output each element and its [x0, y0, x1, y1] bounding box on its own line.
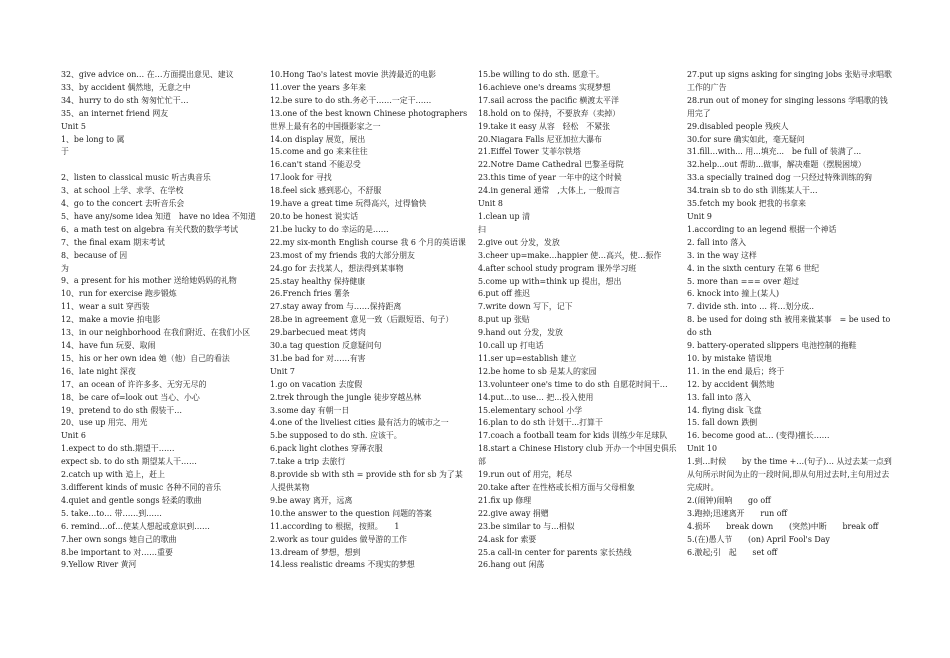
vocab-line: 3.cheer up=make…happier 使…高兴，使…振作 [478, 250, 662, 260]
vocab-line: 8.be important to 对……重要 [61, 547, 173, 557]
vocab-line: Unit 10 [687, 444, 717, 454]
column-1 [61, 69, 261, 572]
vocab-line: 12.be home to sb 是某人的家园 [478, 366, 597, 376]
vocab-line: 3.some day 有朝一日 [270, 405, 350, 415]
vocab-line: 7、the final exam 期末考试 [61, 237, 165, 247]
vocab-line: 3. in the way 这样 [687, 250, 757, 260]
vocab-line: 14. flying disk 飞盘 [687, 405, 762, 415]
vocab-line: 于 [61, 147, 69, 157]
vocab-line: 25.a call-in center for parents 家长热线 [478, 547, 632, 557]
vocab-line: expect sb. to do sth 期望某人干…… [61, 457, 197, 467]
vocab-line: 11.ser up=establish 建立 [478, 353, 577, 363]
vocab-line: 19.run out of 用完，耗尽 [478, 470, 573, 480]
vocab-line: 12.be sure to do sth.务必干……一定干…… [270, 95, 432, 105]
vocab-line: 9.hand out 分发，发放 [478, 328, 563, 338]
vocab-line: 3、at school 上学、求学、在学校 [61, 186, 184, 196]
vocab-line: 4.after school study program 课外学习班 [478, 263, 637, 273]
vocab-line: 6.激起;引 起 set off [687, 547, 778, 557]
vocab-line: 17.look for 寻找 [270, 173, 332, 183]
vocab-line: Unit 5 [61, 121, 86, 131]
vocab-line: 11、wear a suit 穿西装 [61, 302, 150, 312]
vocab-line: 8、because of 因 [61, 250, 128, 260]
vocab-line: 13、in our neighborhood 在我们附近、在我们小区 [61, 328, 251, 338]
vocab-line: 9.be away 离开，远离 [270, 495, 353, 505]
vocab-line: 25.stay healthy 保持健康 [270, 276, 366, 286]
vocab-line: 16、late night 深夜 [61, 366, 136, 376]
vocab-line: 11.over the years 多年来 [270, 82, 366, 92]
vocab-line: 32.help...out 帮助...做事，解决难题（摆脱困境） [687, 160, 866, 170]
vocab-line: 8.put up 张贴 [478, 315, 530, 325]
vocab-line: 28.run out of money for singing lessons 学唱歌的钱用完了 [687, 95, 888, 118]
vocab-line: 2.(闹钟)闹响 go off [687, 495, 771, 505]
vocab-line: 1.go on vacation 去度假 [270, 379, 363, 389]
vocab-line: 15.come and go 来来往往 [270, 147, 368, 157]
vocab-line: 15. fall down 跌倒 [687, 418, 758, 428]
vocab-line: 为 [61, 263, 69, 273]
vocab-line: 18.hold on to 保持，不要放弃（卖掉） [478, 108, 621, 118]
vocab-line: 20.to be honest 说实话 [270, 211, 359, 221]
vocab-line: 20.Niagara Falls 尼亚加拉大瀑布 [478, 134, 602, 144]
vocab-line: 30.a tag question 反意疑问句 [270, 341, 382, 351]
vocab-line: 6.put off 推迟 [478, 289, 530, 299]
vocab-line: 21.be lucky to do 幸运的是…… [270, 224, 389, 234]
vocab-line: 16.achieve one's dreams 实现梦想 [478, 82, 611, 92]
vocab-line: 12、make a movie 拍电影 [61, 315, 161, 325]
vocab-line: 26.French fries 薯条 [270, 289, 350, 299]
vocab-line: 31.fill…with... 用...填充... be full of 装满了... [687, 147, 862, 157]
vocab-line: 6. knock into 撞上(某人) [687, 289, 780, 299]
vocab-line: 18.start a Chinese History club 开办一个中国史俱乐部 [478, 444, 677, 467]
vocab-line: 2.trek through the jungle 徒步穿越丛林 [270, 392, 422, 402]
column-2 [270, 69, 470, 572]
vocab-line: 14.less realistic dreams 不现实的梦想 [270, 560, 415, 570]
vocab-line: 10.call up 打电话 [478, 341, 544, 351]
vocab-line: 17.sail across the pacific 横渡太平洋 [478, 95, 619, 105]
vocab-line: 7.her own songs 她自己的歌曲 [61, 534, 177, 544]
vocab-line: 15.be willing to do sth. 愿意干。 [478, 70, 604, 79]
vocab-line: 15、his or her own idea 她（他）自己的看法 [61, 353, 230, 363]
vocab-line: 6. remind…of…使某人想起或意识到…… [61, 521, 210, 531]
vocab-line: 5. take…to… 带……到…… [61, 508, 162, 518]
vocab-line: 17、an ocean of 许许多多、无穷无尽的 [61, 379, 207, 389]
vocab-line: 33、by accident 偶然地，无意之中 [61, 82, 191, 92]
vocab-line: 1.according to an legend 根据一个神话 [687, 224, 837, 234]
vocab-line: 19、pretend to do sth 假装干… [61, 405, 183, 415]
vocab-line: 14.put…to use… 把...投入使用 [478, 392, 594, 402]
vocab-line: 10. by mistake 错误地 [687, 353, 772, 363]
vocab-line: 18、be care of=look out 当心、小心 [61, 392, 200, 402]
vocab-line: 9. battery-operated slippers 电池控制的拖鞋 [687, 341, 857, 351]
vocab-line: 13.one of the best known Chinese photographers 世界上最有名的中国摄影家之一 [270, 108, 468, 131]
vocab-line: 5.(在)愚人节 (on) April Fool's Day [687, 534, 830, 544]
vocab-line: 24.in general 通常 ,大体上, 一般而言 [478, 186, 621, 196]
vocab-line: 19.have a great time 玩得高兴，过得愉快 [270, 199, 427, 209]
vocab-line: 2.work as tour guides 做导游的工作 [270, 534, 407, 544]
vocab-line: 8.provide sb with sth = provide sth for sb 为了某人提供某物 [270, 470, 463, 492]
vocab-line: 29.disabled people 残疾人 [687, 121, 789, 131]
vocab-line: 20.take after 在性格或长相方面与父母相象 [478, 483, 635, 492]
vocab-line: 8. be used for doing sth 被用来做某事 = be used to do sth [687, 315, 891, 338]
vocab-line: 21.Eiffel Tower 艾菲尔铁塔 [478, 147, 581, 157]
vocab-line: 29.barbecued meat 烤肉 [270, 328, 366, 338]
vocab-line: 4.one of the liveliest cities 最有活力的城市之一 [270, 418, 449, 428]
vocab-line: 33.a specially trained dog 一只经过特殊训练的狗 [687, 173, 872, 183]
vocab-line: 4、go to the concert 去听音乐会 [61, 199, 185, 209]
vocab-line: 14.on display 展览，展出 [270, 134, 366, 144]
vocab-line: 9.Yellow River 黄河 [61, 560, 137, 570]
vocab-line: 3.different kinds of music 各种不同的音乐 [61, 482, 222, 492]
vocab-line: 4.损坏 break down (突然)中断 break off [687, 521, 879, 531]
vocab-line: 19.take it easy 从容 轻松 不紧张 [478, 121, 610, 131]
vocab-line: 27.stay away from 与……保持距离 [270, 302, 402, 312]
vocab-line: 17.coach a football team for kids 训练少年足球队 [478, 431, 668, 441]
vocab-line: 4.quiet and gentle songs 轻柔的歌曲 [61, 495, 202, 505]
vocab-line: 1、be long to 属 [61, 134, 125, 144]
vocab-line: Unit 6 [61, 431, 86, 441]
vocab-line: 22.my six-month English course 我 6 个月的英语课 [270, 237, 466, 247]
vocab-line: 26.hang out 闲荡 [478, 560, 545, 570]
vocab-line: Unit 9 [687, 211, 712, 221]
vocab-line: 23.this time of year 一年中的这个时候 [478, 173, 622, 183]
vocab-line: 2.give out 分发，发放 [478, 237, 560, 247]
vocab-line: 28.be in agreement 意见一致（后跟短语、句子） [270, 315, 454, 325]
vocab-line: 7. divide sth. into … 将…划分成.. [687, 302, 815, 312]
vocab-line: Unit 7 [270, 366, 295, 376]
vocab-line: 23.be similar to 与...相似 [478, 521, 575, 531]
vocab-line: 5.come up with=think up 提出，想出 [478, 276, 622, 286]
column-3 [478, 69, 680, 572]
vocab-line: 9、a present for his mother 送给她妈妈的礼物 [61, 276, 237, 286]
vocab-line: 4. in the sixth century 在第 6 世纪 [687, 263, 820, 273]
vocab-line: 11. in the end 最后；终于 [687, 366, 785, 376]
vocab-line: 6、a math test on algebra 有关代数的数学考试 [61, 224, 238, 234]
vocab-line: 14、have fun 玩耍、取闹 [61, 341, 156, 351]
vocab-line: 27.put up signs asking for singing jobs 张贴寻求唱歌工作的广告 [687, 70, 892, 92]
vocab-line: 1.expect to do sth.期望干…… [61, 444, 175, 454]
vocab-line: 10.Hong Tao's latest movie 洪涛最近的电影 [270, 70, 437, 79]
vocab-line: 30.for sure 确实如此，毫无疑问 [687, 134, 805, 144]
vocab-line: 11.according to 根据，按照。 1 [270, 521, 400, 531]
column-4 [687, 69, 892, 559]
vocab-line: 13. fall into 落入 [687, 392, 752, 402]
vocab-line: 16.can't stand 不能忍受 [270, 160, 361, 170]
vocab-line: 5、have any/some idea 知道 have no idea 不知道 [61, 211, 256, 221]
vocab-line: 1.clean up 清 [478, 211, 530, 221]
vocab-line: 21.fix up 修理 [478, 495, 532, 505]
vocab-line: 24.go for 去找某人，想法得到某事物 [270, 263, 404, 273]
vocab-line: 15.elementary school 小学 [478, 405, 583, 415]
vocab-line: 2、listen to classical music 听古典音乐 [61, 173, 211, 183]
vocab-line: 7.write down 写下，记下 [478, 302, 573, 312]
vocab-line: 5.be supposed to do sth. 应该干。 [270, 431, 402, 441]
vocab-line: 32、give advice on… 在…方面提出意见、建议 [61, 70, 234, 79]
vocab-line: 13.dream of 梦想，想到 [270, 547, 361, 557]
vocab-line: 扫 [478, 224, 486, 234]
vocab-line: 34、hurry to do sth 匆匆忙忙干… [61, 95, 189, 105]
vocab-line: 6.pack light clothes 穿薄衣服 [270, 444, 383, 454]
vocab-line [61, 159, 261, 172]
vocab-line: 2.catch up with 追上，赶上 [61, 470, 165, 480]
vocab-line: 18.feel sick 感到恶心，不舒服 [270, 186, 382, 196]
vocab-line: Unit 8 [478, 199, 503, 209]
vocab-line: 2. fall into 落入 [687, 237, 747, 247]
vocab-line: 20、use up 用完、用光 [61, 418, 148, 428]
vocab-line: 7.take a trip 去旅行 [270, 457, 346, 467]
vocab-line: 24.ask for 索要 [478, 534, 537, 544]
vocab-line: 16.plan to do sth 计划干...打算干 [478, 418, 603, 428]
vocab-line: 12. by accident 偶然地 [687, 379, 775, 389]
vocab-line: 10.the answer to the question 问题的答案 [270, 508, 432, 518]
vocab-line: 16. become good at… (变得)擅长…… [687, 431, 830, 441]
vocab-line: 31.be bad for 对……有害 [270, 353, 366, 363]
vocab-line: 10、run for exercise 跑步锻炼 [61, 289, 177, 299]
vocab-line: 22.Notre Dame Cathedral 巴黎圣母院 [478, 160, 624, 170]
vocab-line: 34.train sb to do sth 训练某人干... [687, 186, 818, 196]
vocab-line: 35、an internet friend 网友 [61, 108, 169, 118]
vocab-line: 5. more than === over 超过 [687, 276, 800, 286]
vocab-line: 13.volunteer one's time to do sth 自愿花时间干… [478, 379, 668, 389]
vocab-line: 1.到…时候 by the time +…(句子)… 从过去某一点到从句所示时间为止的一段时间,即从句用过去时,主句用过去完成时。 [687, 457, 892, 492]
vocab-line: 22.give away 捐赠 [478, 508, 549, 518]
vocab-line: 35.fetch my book 把我的书拿来 [687, 199, 806, 209]
vocab-line: 3.跑掉;迅速离开 run off [687, 508, 788, 518]
vocab-line: 23.most of my friends 我的大部分朋友 [270, 250, 415, 260]
